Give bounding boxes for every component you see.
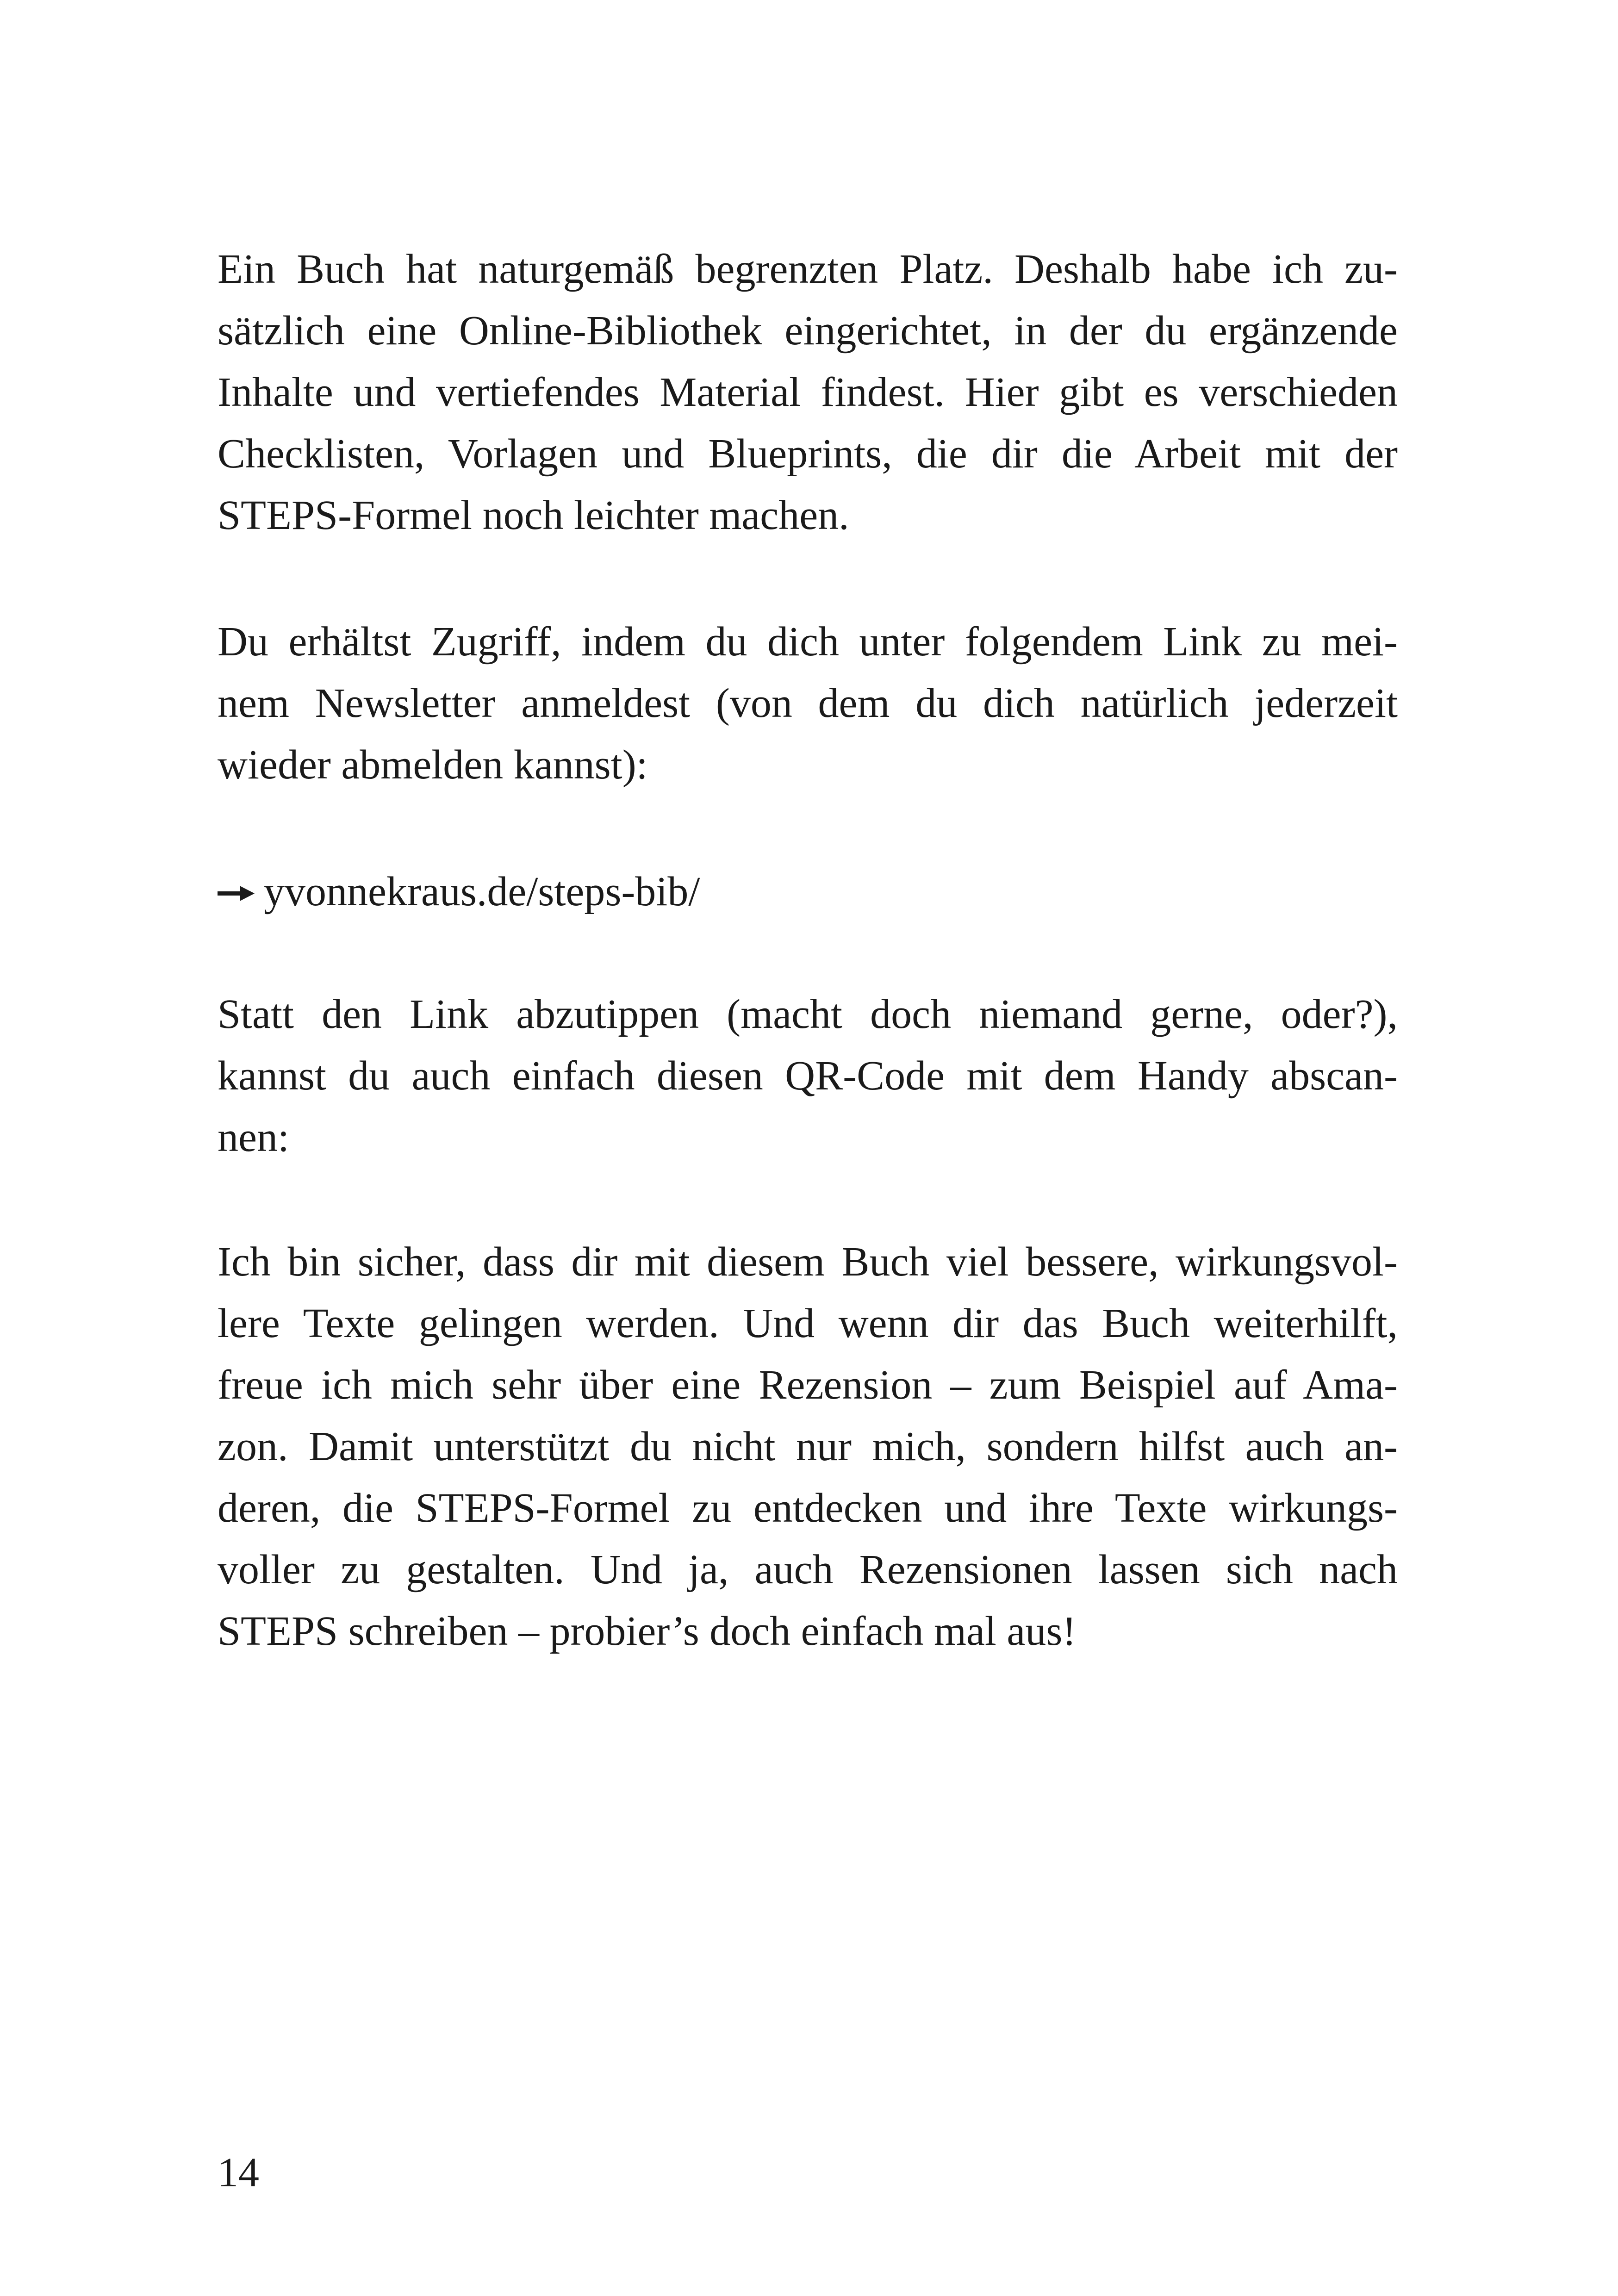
paragraph-qr-code (218, 983, 1398, 1168)
paragraph-line: voller zu gestalten. Und ja, auch Rezensionen lassen sich nach (218, 1547, 1398, 1593)
paragraph-line: Ein Buch hat naturgemäß begrenzten Platz. Deshalb habe ich zu- (218, 246, 1398, 292)
paragraph-line: Statt den Link abzutippen (macht doch niemand gerne, oder?), (218, 991, 1398, 1037)
page-number: 14 (218, 2150, 259, 2196)
paragraph-newsletter (218, 611, 1398, 796)
paragraph-line: Ich bin sicher, dass dir mit diesem Buch viel bessere, wirkungsvol- (218, 1239, 1398, 1285)
library-link[interactable] (218, 861, 1398, 922)
paragraph-line: wieder abmelden kannst): (218, 742, 648, 788)
right-arrow-icon (218, 879, 255, 907)
paragraph-line: STEPS schreiben – probier’s doch einfach mal aus! (218, 1608, 1077, 1654)
paragraph-review-request (218, 1231, 1398, 1662)
paragraph-line: nen: (218, 1114, 289, 1160)
paragraph-line: STEPS-Formel noch leichter machen. (218, 492, 849, 538)
paragraph-line: Du erhältst Zugriff, indem du dich unter folgendem Link zu mei- (218, 619, 1398, 665)
paragraph-line: Checklisten, Vorlagen und Blueprints, die dir die Arbeit mit der (218, 431, 1398, 477)
paragraph-line: sätzlich eine Online-Bibliothek eingerichtet, in der du ergänzende (218, 308, 1398, 354)
paragraph-line: nem Newsletter anmeldest (von dem du dich natürlich jederzeit (218, 680, 1398, 726)
paragraph-line: Inhalte und vertiefendes Material findest. Hier gibt es verschieden (218, 369, 1398, 415)
paragraph-line: deren, die STEPS-Formel zu entdecken und ihre Texte wirkungs- (218, 1485, 1398, 1531)
paragraph-online-library (218, 238, 1398, 546)
paragraph-line: freue ich mich sehr über eine Rezension – zum Beispiel auf Ama- (218, 1362, 1398, 1408)
paragraph-line: lere Texte gelingen werden. Und wenn dir das Buch weiterhilft, (218, 1300, 1398, 1346)
paragraph-line: kannst du auch einfach diesen QR-Code mit dem Handy abscan- (218, 1053, 1398, 1099)
paragraph-line: zon. Damit unterstützt du nicht nur mich, sondern hilfst auch an- (218, 1424, 1398, 1469)
library-link-text[interactable]: yvonnekraus.de/steps-bib/ (264, 869, 700, 915)
